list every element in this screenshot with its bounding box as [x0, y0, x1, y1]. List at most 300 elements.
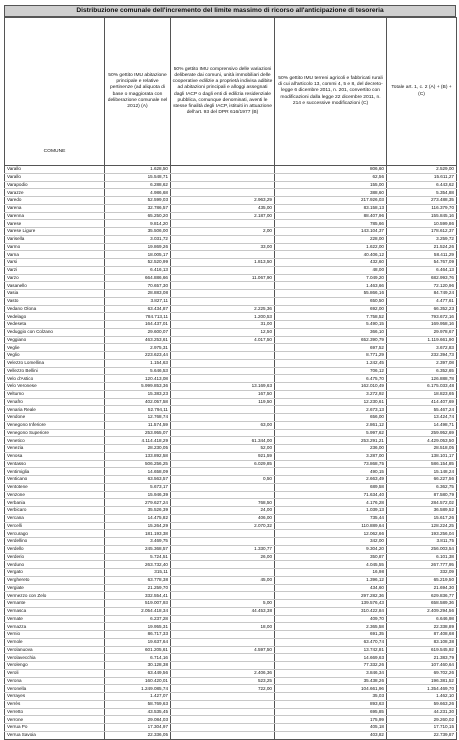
table-row	[5, 189, 457, 197]
comune-cell: Varallo	[5, 166, 105, 174]
value-c-cell: 71.634,40	[275, 491, 387, 499]
value-b-cell: 2.963,29	[171, 197, 275, 205]
value-a-cell: 1.154,63	[105, 359, 171, 367]
comune-cell: Verdello	[5, 545, 105, 553]
table-row	[5, 297, 457, 305]
value-c-cell: 228,00	[275, 235, 387, 243]
value-a-cell: 19.637,64	[105, 638, 171, 646]
value-b-cell	[171, 166, 275, 174]
value-b-cell	[171, 569, 275, 577]
value-b-cell	[171, 530, 275, 538]
value-c-cell: 55.866,16	[275, 290, 387, 298]
value-c-cell: 350,87	[275, 553, 387, 561]
comune-cell: Vergato	[5, 569, 105, 577]
value-b-cell	[171, 375, 275, 383]
value-c-cell: 5.490,15	[275, 321, 387, 329]
value-a-cell: 11.574,59	[105, 421, 171, 429]
value-b-cell: 406,00	[171, 514, 275, 522]
value-a-cell: 5.673,17	[105, 483, 171, 491]
table-row	[5, 545, 457, 553]
total-cell: 21.524,26	[387, 243, 457, 251]
table-row	[5, 662, 457, 670]
value-b-cell	[171, 483, 275, 491]
value-b-cell	[171, 638, 275, 646]
value-b-cell	[171, 561, 275, 569]
value-a-cell: 315,11	[105, 569, 171, 577]
table-row	[5, 499, 457, 507]
value-b-cell	[171, 414, 275, 422]
comune-cell: Verrua Po	[5, 724, 105, 732]
header-totale: Totale art. 1, c. 2 (A) + (B) + (C)	[387, 18, 457, 166]
table-row	[5, 321, 457, 329]
comune-cell: Venezia	[5, 445, 105, 453]
value-c-cell: 104.661,96	[275, 685, 387, 693]
total-cell: 72.120,96	[387, 282, 457, 290]
value-c-cell: 2.861,12	[275, 421, 387, 429]
total-cell: 6.646,98	[387, 615, 457, 623]
table-row	[5, 305, 457, 313]
value-c-cell: 88.407,96	[275, 212, 387, 220]
value-a-cell: 65.250,20	[105, 212, 171, 220]
table-row	[5, 367, 457, 375]
comune-cell: Verrone	[5, 716, 105, 724]
value-b-cell: 6.029,85	[171, 460, 275, 468]
total-cell: 4.477,61	[387, 297, 457, 305]
value-c-cell: 697,52	[275, 344, 387, 352]
value-c-cell: 48,00	[275, 266, 387, 274]
value-a-cell: 22.336,05	[105, 731, 171, 739]
comune-cell: Verbicaro	[5, 507, 105, 515]
comune-cell: Verbania	[5, 499, 105, 507]
total-cell: 15.148,24	[387, 468, 457, 476]
value-b-cell: 26,00	[171, 553, 275, 561]
value-a-cell: 120.413,08	[105, 375, 171, 383]
value-c-cell: 12.230,61	[275, 398, 387, 406]
value-a-cell: 601.205,61	[105, 646, 171, 654]
value-c-cell: 656,00	[275, 414, 387, 422]
value-c-cell: 806,60	[275, 166, 387, 174]
table-row	[5, 685, 457, 693]
value-c-cell: 2.663,49	[275, 476, 387, 484]
total-cell: 1.354.469,70	[387, 685, 457, 693]
table-row	[5, 352, 457, 360]
comune-cell: Vasto	[5, 297, 105, 305]
value-b-cell	[171, 251, 275, 259]
value-a-cell: 784.713,11	[105, 313, 171, 321]
value-b-cell: 119,50	[171, 398, 275, 406]
value-b-cell	[171, 631, 275, 639]
comune-cell: Ventotene	[5, 483, 105, 491]
total-cell: 21.383,79	[387, 654, 457, 662]
table-row	[5, 638, 457, 646]
value-c-cell: 110.889,64	[275, 522, 387, 530]
comune-cell: Venetico	[5, 437, 105, 445]
value-c-cell: 432,60	[275, 259, 387, 267]
comune-cell: Veggiano	[5, 336, 105, 344]
table-row	[5, 336, 457, 344]
table-row	[5, 631, 457, 639]
total-cell: 58.411,29	[387, 251, 457, 259]
value-a-cell: 133.892,58	[105, 452, 171, 460]
value-c-cell: 139.576,43	[275, 600, 387, 608]
value-a-cell: 279.627,24	[105, 499, 171, 507]
value-c-cell: 12.062,66	[275, 530, 387, 538]
total-cell: 29.260,02	[387, 716, 457, 724]
table-header-row	[5, 18, 457, 166]
table-row	[5, 538, 457, 546]
comune-cell: Venegono Superiore	[5, 429, 105, 437]
value-c-cell: 388,60	[275, 189, 387, 197]
table-row	[5, 716, 457, 724]
value-b-cell: 0,50	[171, 476, 275, 484]
value-c-cell: 2.673,13	[275, 406, 387, 414]
header-comune: COMUNE	[5, 18, 105, 166]
table-row	[5, 173, 457, 181]
value-b-cell: 63,00	[171, 421, 275, 429]
value-c-cell: 735,44	[275, 514, 387, 522]
value-b-cell	[171, 429, 275, 437]
total-cell: 193.256,04	[387, 530, 457, 538]
comune-cell: Verderio	[5, 553, 105, 561]
value-a-cell: 21.259,70	[105, 584, 171, 592]
value-a-cell: 519.007,93	[105, 600, 171, 608]
total-cell: 55.467,24	[387, 406, 457, 414]
total-cell: 2.529,00	[387, 166, 457, 174]
value-c-cell: 403,82	[275, 731, 387, 739]
total-cell: 59.663,26	[387, 700, 457, 708]
value-c-cell: 40.406,12	[275, 251, 387, 259]
table-row	[5, 522, 457, 530]
table-row	[5, 600, 457, 608]
value-a-cell: 1.249.085,74	[105, 685, 171, 693]
table-row	[5, 414, 457, 422]
value-b-cell: 13.169,63	[171, 383, 275, 391]
total-cell: 284.572,02	[387, 499, 457, 507]
total-cell: 14.498,71	[387, 421, 457, 429]
total-cell: 2.409.294,56	[387, 607, 457, 615]
total-cell: 15.617,26	[387, 514, 457, 522]
value-b-cell	[171, 220, 275, 228]
comune-cell: Venticano	[5, 476, 105, 484]
total-cell: 126.888,78	[387, 375, 457, 383]
value-b-cell	[171, 662, 275, 670]
total-cell: 10.599,86	[387, 220, 457, 228]
comune-cell: Varapodio	[5, 181, 105, 189]
value-c-cell: 3.272,92	[275, 390, 387, 398]
value-b-cell: 12,50	[171, 328, 275, 336]
total-cell: 232.394,73	[387, 352, 457, 360]
comune-cell: Venafro	[5, 398, 105, 406]
comune-cell: Veronella	[5, 685, 105, 693]
comune-cell: Verolanuova	[5, 646, 105, 654]
total-cell: 138.101,17	[387, 452, 457, 460]
value-c-cell: 35,03	[275, 693, 387, 701]
total-cell: 54.767,09	[387, 259, 457, 267]
comune-cell: Varna	[5, 251, 105, 259]
value-a-cell: 28.230,05	[105, 445, 171, 453]
total-cell: 3.259,72	[387, 235, 457, 243]
total-cell: 6.352,65	[387, 367, 457, 375]
value-b-cell: 31,00	[171, 321, 275, 329]
value-c-cell: 3.846,34	[275, 669, 387, 677]
value-a-cell: 35.506,00	[105, 228, 171, 236]
value-c-cell: 785,66	[275, 220, 387, 228]
value-b-cell: 2,00	[171, 228, 275, 236]
comune-cell: Verolengo	[5, 662, 105, 670]
value-c-cell: 253.291,21	[275, 437, 387, 445]
value-a-cell: 29.600,07	[105, 328, 171, 336]
value-c-cell: 77.332,26	[275, 662, 387, 670]
total-cell: 196.381,52	[387, 677, 457, 685]
value-c-cell: 4.045,55	[275, 561, 387, 569]
comune-cell: Vernazza	[5, 623, 105, 631]
value-a-cell: 6.288,62	[105, 181, 171, 189]
value-b-cell	[171, 584, 275, 592]
total-cell: 6.443,62	[387, 181, 457, 189]
total-cell: 128.224,25	[387, 522, 457, 530]
table-row	[5, 212, 457, 220]
table-row	[5, 476, 457, 484]
table-row	[5, 421, 457, 429]
total-cell: 267.777,95	[387, 561, 457, 569]
comune-cell: Vedeseta	[5, 321, 105, 329]
value-b-cell: 768,50	[171, 499, 275, 507]
value-a-cell: 12.768,74	[105, 414, 171, 422]
comune-cell: Vercurago	[5, 530, 105, 538]
value-a-cell: 86.717,33	[105, 631, 171, 639]
table-row	[5, 266, 457, 274]
total-cell: 66.352,23	[387, 305, 457, 313]
value-a-cell: 19.869,26	[105, 243, 171, 251]
table-row	[5, 313, 457, 321]
comune-cell: Venegono Inferiore	[5, 421, 105, 429]
value-c-cell: 1.039,13	[275, 507, 387, 515]
comune-cell: Vasanello	[5, 282, 105, 290]
value-b-cell	[171, 297, 275, 305]
value-b-cell	[171, 344, 275, 352]
table-row	[5, 197, 457, 205]
value-b-cell	[171, 352, 275, 360]
value-b-cell	[171, 359, 275, 367]
value-b-cell	[171, 724, 275, 732]
value-b-cell	[171, 173, 275, 181]
comune-cell: Varmo	[5, 243, 105, 251]
header-imu-variazioni-cooperative: 50% gettito IMU comprensivo delle variazioni deliberate dai comuni, unità immobiliari delle cooperative edilizie a proprietà indivisa adibite ad abitazioni principali e alloggi assegnati dagli IACP o dagli enti di edilizia residenziale pubblica, comunque denominati, aventi le stesse finalità degli IACP, istituiti in attuazione dell'art. 93 del DPR 616/1977 (B)	[171, 18, 275, 166]
comune-cell: Vercana	[5, 514, 105, 522]
table-row	[5, 429, 457, 437]
total-cell: 6.101,38	[387, 553, 457, 561]
value-c-cell: 16,98	[275, 569, 387, 577]
table-row	[5, 708, 457, 716]
value-c-cell: 689,58	[275, 483, 387, 491]
value-b-cell	[171, 731, 275, 739]
value-b-cell: 2.406,36	[171, 669, 275, 677]
value-b-cell: 167,50	[171, 390, 275, 398]
table-row	[5, 731, 457, 739]
table-row	[5, 569, 457, 577]
total-cell: 6.175.033,48	[387, 383, 457, 391]
total-cell: 69.702,26	[387, 669, 457, 677]
table-row	[5, 398, 457, 406]
value-a-cell: 332.554,41	[105, 592, 171, 600]
value-a-cell: 15.548,71	[105, 173, 171, 181]
comune-cell: Verghereto	[5, 576, 105, 584]
value-c-cell: 14.669,63	[275, 654, 387, 662]
total-cell: 2.397,08	[387, 359, 457, 367]
value-a-cell: 5.646,53	[105, 367, 171, 375]
value-c-cell: 695,85	[275, 708, 387, 716]
total-cell: 18.823,65	[387, 390, 457, 398]
table-row	[5, 383, 457, 391]
table-row	[5, 406, 457, 414]
comune-cell: Vernante	[5, 600, 105, 608]
table-row	[5, 359, 457, 367]
value-b-cell	[171, 615, 275, 623]
value-a-cell: 3.469,75	[105, 538, 171, 546]
value-c-cell: 155,00	[275, 181, 387, 189]
header-imu-terreni-agricoli: 50% gettito IMU terreni agricoli e fabbricati rurali di cui all'articolo 13, commi 4, 5 e 8, del decreto-legge 6 dicembre 2011, n. 201, convertito con modificazioni dalla legge 22 dicembre 2011, n. 214 e successive modificazioni (C)	[275, 18, 387, 166]
value-c-cell: 310.422,84	[275, 607, 387, 615]
comune-cell: Vellezzo Bellini	[5, 367, 105, 375]
value-c-cell: 7.049,20	[275, 274, 387, 282]
value-b-cell	[171, 468, 275, 476]
value-a-cell: 2.054.418,34	[105, 607, 171, 615]
value-c-cell: 175,99	[275, 716, 387, 724]
value-c-cell: 217.926,03	[275, 197, 387, 205]
value-c-cell: 405,18	[275, 724, 387, 732]
comune-cell: Varallo	[5, 173, 105, 181]
table-row	[5, 375, 457, 383]
total-cell: 29.978,67	[387, 328, 457, 336]
total-cell: 3.672,83	[387, 344, 457, 352]
total-cell: 629.836,77	[387, 592, 457, 600]
value-a-cell: 3.827,11	[105, 297, 171, 305]
table-body	[5, 166, 457, 740]
total-cell: 169.958,16	[387, 321, 457, 329]
table-row	[5, 576, 457, 584]
value-a-cell: 1.628,50	[105, 166, 171, 174]
table-row	[5, 460, 457, 468]
value-b-cell: 2.225,36	[171, 305, 275, 313]
table-row	[5, 243, 457, 251]
value-a-cell: 5.999.853,36	[105, 383, 171, 391]
total-cell: 6.362,75	[387, 483, 457, 491]
table-row	[5, 274, 457, 282]
total-cell: 4.429.053,50	[387, 437, 457, 445]
table-row	[5, 228, 457, 236]
value-b-cell	[171, 716, 275, 724]
value-b-cell: 33,00	[171, 243, 275, 251]
value-b-cell: 61.344,00	[171, 437, 275, 445]
total-cell: 332,09	[387, 569, 457, 577]
value-b-cell	[171, 693, 275, 701]
value-b-cell: 2.187,00	[171, 212, 275, 220]
table-row	[5, 623, 457, 631]
value-a-cell: 15.383,23	[105, 390, 171, 398]
comune-cell: Vernate	[5, 615, 105, 623]
table-row	[5, 259, 457, 267]
value-c-cell: 490,15	[275, 468, 387, 476]
comune-cell: Varenna	[5, 212, 105, 220]
value-c-cell: 3.287,00	[275, 452, 387, 460]
value-b-cell	[171, 708, 275, 716]
comune-cell: Vermezzo con Zelo	[5, 592, 105, 600]
comune-cell: Velo Veronese	[5, 383, 105, 391]
value-a-cell: 263.732,40	[105, 561, 171, 569]
table-row	[5, 514, 457, 522]
value-a-cell: 63.434,87	[105, 305, 171, 313]
table-row	[5, 468, 457, 476]
value-a-cell: 14.658,09	[105, 468, 171, 476]
total-cell: 155.845,16	[387, 212, 457, 220]
table-row	[5, 204, 457, 212]
value-c-cell: 62,56	[275, 173, 387, 181]
value-a-cell: 52.794,11	[105, 406, 171, 414]
value-c-cell: 7.758,52	[275, 313, 387, 321]
total-cell: 273.488,35	[387, 197, 457, 205]
total-cell: 178.612,37	[387, 228, 457, 236]
value-c-cell: 162.010,49	[275, 383, 387, 391]
value-a-cell: 4.986,68	[105, 189, 171, 197]
value-c-cell: 5.997,62	[275, 429, 387, 437]
value-a-cell: 52.520,99	[105, 259, 171, 267]
value-a-cell: 181.193,38	[105, 530, 171, 538]
total-cell: 586.154,85	[387, 460, 457, 468]
table-row	[5, 700, 457, 708]
total-cell: 658.589,36	[387, 600, 457, 608]
document-title: Distribuzione comunale dell'incremento del limite massimo di ricorso all'anticipazione di tesoreria	[4, 5, 456, 17]
value-c-cell: 4.176,28	[275, 499, 387, 507]
value-b-cell	[171, 290, 275, 298]
value-c-cell: 2.365,58	[275, 623, 387, 631]
value-a-cell: 6.237,28	[105, 615, 171, 623]
total-cell: 107.460,64	[387, 662, 457, 670]
comune-cell: Vernio	[5, 631, 105, 639]
value-c-cell: 1.242,45	[275, 359, 387, 367]
comune-cell: Varedo	[5, 197, 105, 205]
value-c-cell: 893,63	[275, 700, 387, 708]
total-cell: 87.408,68	[387, 631, 457, 639]
comune-cell: Veglio	[5, 352, 105, 360]
comune-cell: Verduno	[5, 561, 105, 569]
table-row	[5, 584, 457, 592]
value-a-cell: 4.114.418,29	[105, 437, 171, 445]
value-a-cell: 15.264,29	[105, 522, 171, 530]
value-c-cell: 8.771,29	[275, 352, 387, 360]
value-b-cell: 24,00	[171, 507, 275, 515]
total-cell: 619.545,92	[387, 646, 457, 654]
comune-cell: Verolavecchia	[5, 654, 105, 662]
comune-cell: Varisella	[5, 235, 105, 243]
comune-cell: Vernole	[5, 638, 105, 646]
value-a-cell: 52.599,03	[105, 197, 171, 205]
value-a-cell: 17.304,97	[105, 724, 171, 732]
total-cell: 1.119.661,90	[387, 336, 457, 344]
total-cell: 28.518,05	[387, 445, 457, 453]
value-c-cell: 6.475,70	[275, 375, 387, 383]
comune-cell: Vasia	[5, 290, 105, 298]
table-row	[5, 724, 457, 732]
value-c-cell: 692,00	[275, 305, 387, 313]
total-cell: 15.611,27	[387, 173, 457, 181]
value-c-cell: 83.158,13	[275, 204, 387, 212]
comune-cell: Varzi	[5, 266, 105, 274]
table-row	[5, 654, 457, 662]
value-c-cell: 409,70	[275, 615, 387, 623]
value-b-cell: 1.330,77	[171, 545, 275, 553]
value-a-cell: 15.946,39	[105, 491, 171, 499]
value-b-cell: 11.067,90	[171, 274, 275, 282]
